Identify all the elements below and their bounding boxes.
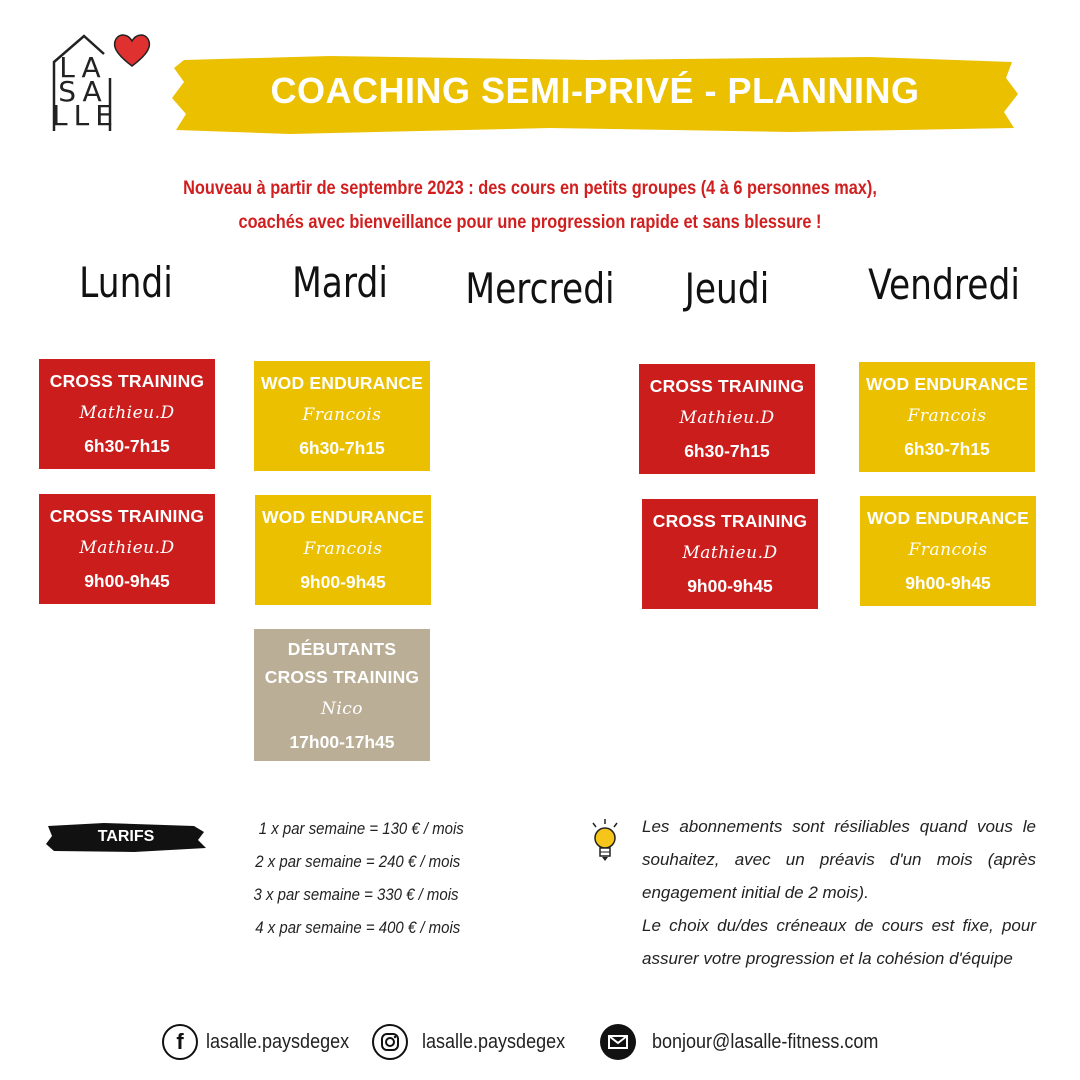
page-title: COACHING SEMI-PRIVÉ - PLANNING bbox=[270, 70, 920, 111]
class-title: CROSS TRAINING bbox=[49, 371, 205, 391]
class-card bbox=[642, 499, 818, 609]
class-time: 9h00-9h45 bbox=[687, 576, 773, 596]
intro-line-2: coachés avec bienveillance pour une progression rapide et sans blessure ! bbox=[238, 212, 822, 233]
facebook-handle[interactable]: lasalle.paysdegex bbox=[206, 1030, 350, 1053]
footer-instagram[interactable] bbox=[372, 1022, 581, 1062]
class-title-line-2: CROSS TRAINING bbox=[264, 667, 420, 687]
price-list bbox=[250, 812, 510, 944]
footer-email[interactable] bbox=[600, 1022, 904, 1062]
price-line: 4 x par semaine = 400 € / mois bbox=[255, 918, 461, 937]
class-title: CROSS TRAINING bbox=[49, 506, 205, 526]
logo bbox=[52, 34, 119, 132]
note-paragraph-1: Les abonnements sont résiliables quand vous le souhaitez, avec un préavis d'un mois (après engagement initial de 2 mois). bbox=[642, 817, 1036, 902]
class-coach: Mathieu.D bbox=[79, 538, 175, 558]
class-time: 9h00-9h45 bbox=[84, 571, 170, 591]
intro-line-1: Nouveau à partir de septembre 2023 : des cours en petits groupes (4 à 6 personnes max), bbox=[183, 178, 877, 199]
class-title: WOD ENDURANCE bbox=[865, 374, 1029, 394]
class-coach: Mathieu.D bbox=[679, 408, 775, 428]
instagram-handle[interactable]: lasalle.paysdegex bbox=[422, 1030, 566, 1053]
class-time: 6h30-7h15 bbox=[904, 439, 990, 459]
day-header-mardi: Mardi bbox=[292, 258, 388, 307]
heart-icon bbox=[112, 32, 152, 68]
price-line: 1 x par semaine = 130 € / mois bbox=[258, 819, 464, 838]
class-card bbox=[254, 361, 430, 471]
email-address[interactable]: bonjour@lasalle-fitness.com bbox=[652, 1030, 879, 1053]
class-title-line-1: DÉBUTANTS bbox=[287, 639, 397, 659]
intro-text bbox=[100, 172, 960, 240]
tarifs-label-text: TARIFS bbox=[97, 828, 155, 845]
day-header-mercredi: Mercredi bbox=[465, 264, 615, 313]
class-time: 17h00-17h45 bbox=[289, 732, 395, 752]
logo-line-2: SA bbox=[58, 75, 108, 108]
class-coach: Francois bbox=[908, 540, 988, 560]
day-header-vendredi: Vendredi bbox=[868, 260, 1020, 309]
email-icon bbox=[600, 1024, 636, 1060]
day-header-jeudi: Jeudi bbox=[684, 264, 770, 313]
class-card bbox=[39, 359, 215, 469]
class-title: CROSS TRAINING bbox=[649, 376, 805, 396]
class-time: 6h30-7h15 bbox=[299, 438, 385, 458]
class-card bbox=[639, 364, 815, 474]
class-card bbox=[860, 496, 1036, 606]
class-card bbox=[39, 494, 215, 604]
class-time: 6h30-7h15 bbox=[684, 441, 770, 461]
class-title: WOD ENDURANCE bbox=[866, 508, 1030, 528]
tarifs-label bbox=[44, 822, 200, 852]
note-paragraph-2: Le choix du/des créneaux de cours est fixe, pour assurer votre progression et la cohésion d'équipe bbox=[642, 916, 1036, 968]
price-line: 2 x par semaine = 240 € / mois bbox=[255, 852, 461, 871]
class-time: 9h00-9h45 bbox=[905, 573, 991, 593]
class-coach: Mathieu.D bbox=[79, 403, 175, 423]
footer-facebook[interactable] bbox=[162, 1022, 365, 1062]
facebook-icon: f bbox=[162, 1024, 198, 1060]
class-coach: Francois bbox=[303, 539, 383, 559]
class-time: 9h00-9h45 bbox=[300, 572, 386, 592]
class-coach: Mathieu.D bbox=[682, 543, 778, 563]
class-card bbox=[254, 629, 430, 761]
day-header-lundi: Lundi bbox=[79, 258, 173, 307]
instagram-icon bbox=[372, 1024, 408, 1060]
lightbulb-icon bbox=[588, 818, 622, 864]
title-banner bbox=[170, 54, 1020, 136]
logo-line-3: LLE bbox=[52, 99, 119, 132]
class-coach: Francois bbox=[302, 405, 382, 425]
logo-line-1: LA bbox=[59, 51, 107, 84]
subscription-notes bbox=[642, 810, 1036, 975]
class-card bbox=[255, 495, 431, 605]
price-line: 3 x par semaine = 330 € / mois bbox=[253, 885, 459, 904]
class-time: 6h30-7h15 bbox=[84, 436, 170, 456]
class-coach: Nico bbox=[320, 699, 364, 719]
class-card bbox=[859, 362, 1035, 472]
class-title: WOD ENDURANCE bbox=[260, 373, 424, 393]
class-title: CROSS TRAINING bbox=[652, 511, 808, 531]
logo-wordmark bbox=[52, 51, 119, 132]
class-coach: Francois bbox=[907, 406, 987, 426]
class-title: WOD ENDURANCE bbox=[261, 507, 425, 527]
